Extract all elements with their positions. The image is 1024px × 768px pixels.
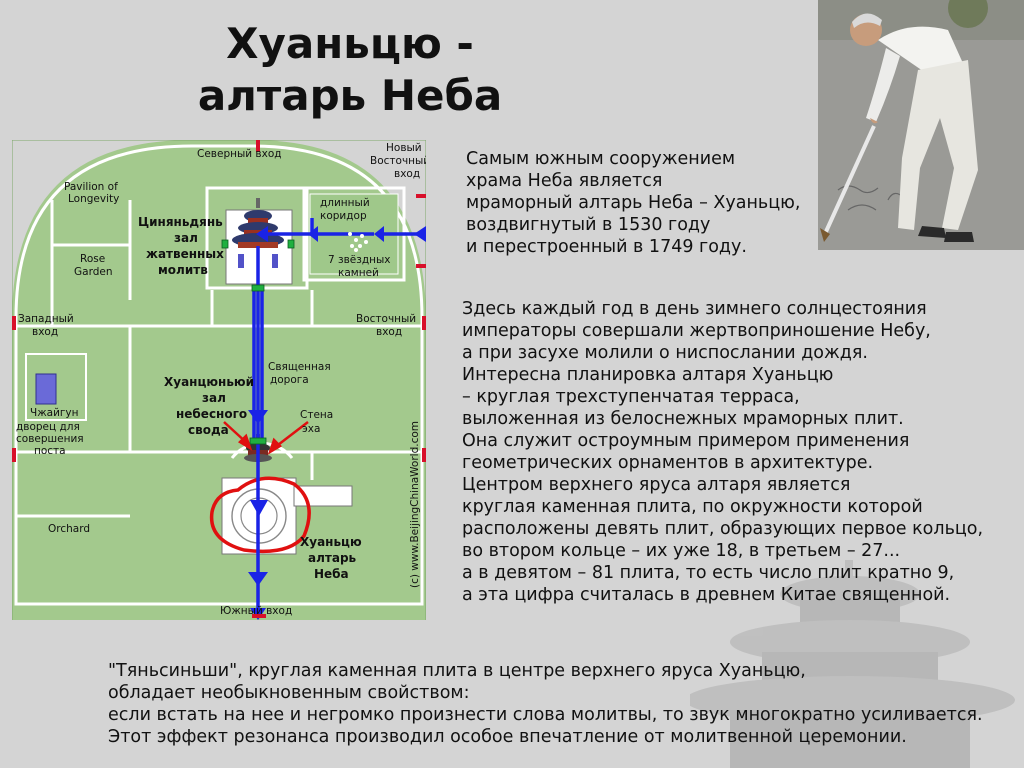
label-sacred-road-2: дорога [270, 374, 309, 386]
label-rose-garden-1: Rose [80, 253, 106, 265]
label-huanqiu-3: Неба [314, 567, 349, 581]
slide-title: Хуаньцю - алтарь Неба [197, 19, 503, 120]
label-echo-wall-2: эха [302, 423, 321, 435]
temple-of-heaven-map [12, 140, 426, 624]
map-copyright: (c) www.BeijingChinaWorld.com [409, 420, 421, 588]
resonance-paragraph: "Тяньсиньши", круглая каменная плита в центре верхнего яруса Хуаньцю, обладает необыкновенным свойством: если встать на нее и негромко произнести слова молитвы, то звук многократно усиливается. Этот эффект резонанса производил особое впечатление от молитвенной церемонии. [108, 661, 983, 747]
label-orchard: Orchard [48, 523, 91, 535]
label-huangqiongyu-4: свода [188, 423, 229, 437]
label-pavilion-1: Pavilion of [64, 181, 118, 193]
label-rose-garden-2: Garden [74, 266, 113, 278]
ritual-paragraph: Здесь каждый год в день зимнего солнцестояния императоры совершали жертвоприношение Небу, а при засухе молили о ниспослании дождя. Интересна планировка алтаря Хуаньцю – круглая трехступенчатая терраса, выложенная из белоснежных мраморных плит. Она служит остроумным примером применения геометрических орнаментов в архитектуре. Центром верхнего яруса алтаря является круглая каменная плита, по окружности которой расположены девять плит, образующих первое кольцо, во втором кольце – их уже 18, в третьем – 27... а в девятом – 81 плита, то есть число плит кратно 9, а эта цифра считалась в древнем Китае священной. [462, 299, 984, 605]
label-seven-stars-1: 7 звёздных [328, 254, 391, 266]
label-zhaigong-4: поста [34, 445, 66, 457]
label-north-gate: Северный вход [197, 148, 282, 160]
label-huanqiu-2: алтарь [308, 551, 357, 565]
label-pavilion-2: Longevity [68, 193, 120, 205]
label-huanqiu-1: Хуаньцю [300, 535, 362, 549]
label-west-gate-1: Западный [18, 313, 74, 325]
label-echo-wall-1: Стена [300, 409, 334, 421]
label-seven-stars-2: камней [338, 267, 379, 279]
label-new-east-gate-3: вход [394, 168, 421, 180]
label-zhaigong-2: дворец для [16, 421, 80, 433]
label-corridor-2: коридор [320, 210, 367, 222]
label-huangqiongyu-2: зал [202, 391, 226, 405]
label-qiniandian-4: молитв [158, 263, 208, 277]
label-south-gate: Южный вход [220, 605, 293, 617]
label-huangqiongyu-1: Хуанцюньюй [164, 375, 254, 389]
label-zhaigong-1: Чжайгун [30, 407, 79, 419]
label-zhaigong-3: совершения [16, 433, 84, 445]
label-west-gate-2: вход [32, 326, 59, 338]
label-huangqiongyu-3: небесного [176, 407, 248, 421]
label-corridor-1: длинный [320, 197, 370, 209]
label-qiniandian-2: зал [174, 231, 198, 245]
label-qiniandian-3: жатвенных [146, 247, 224, 261]
label-east-gate-2: вход [376, 326, 403, 338]
label-east-gate-1: Восточный [356, 313, 417, 325]
photo-calligrapher [818, 0, 1024, 250]
label-new-east-gate-1: Новый [386, 142, 422, 154]
label-qiniandian-1: Циняньдянь [138, 215, 223, 229]
label-new-east-gate-2: Восточный [370, 155, 426, 167]
label-sacred-road-1: Священная [268, 361, 331, 373]
intro-paragraph: Самым южным сооружением храма Неба является мраморный алтарь Неба – Хуаньцю, воздвигнутый в 1530 году и перестроенный в 1749 году. [466, 149, 801, 257]
